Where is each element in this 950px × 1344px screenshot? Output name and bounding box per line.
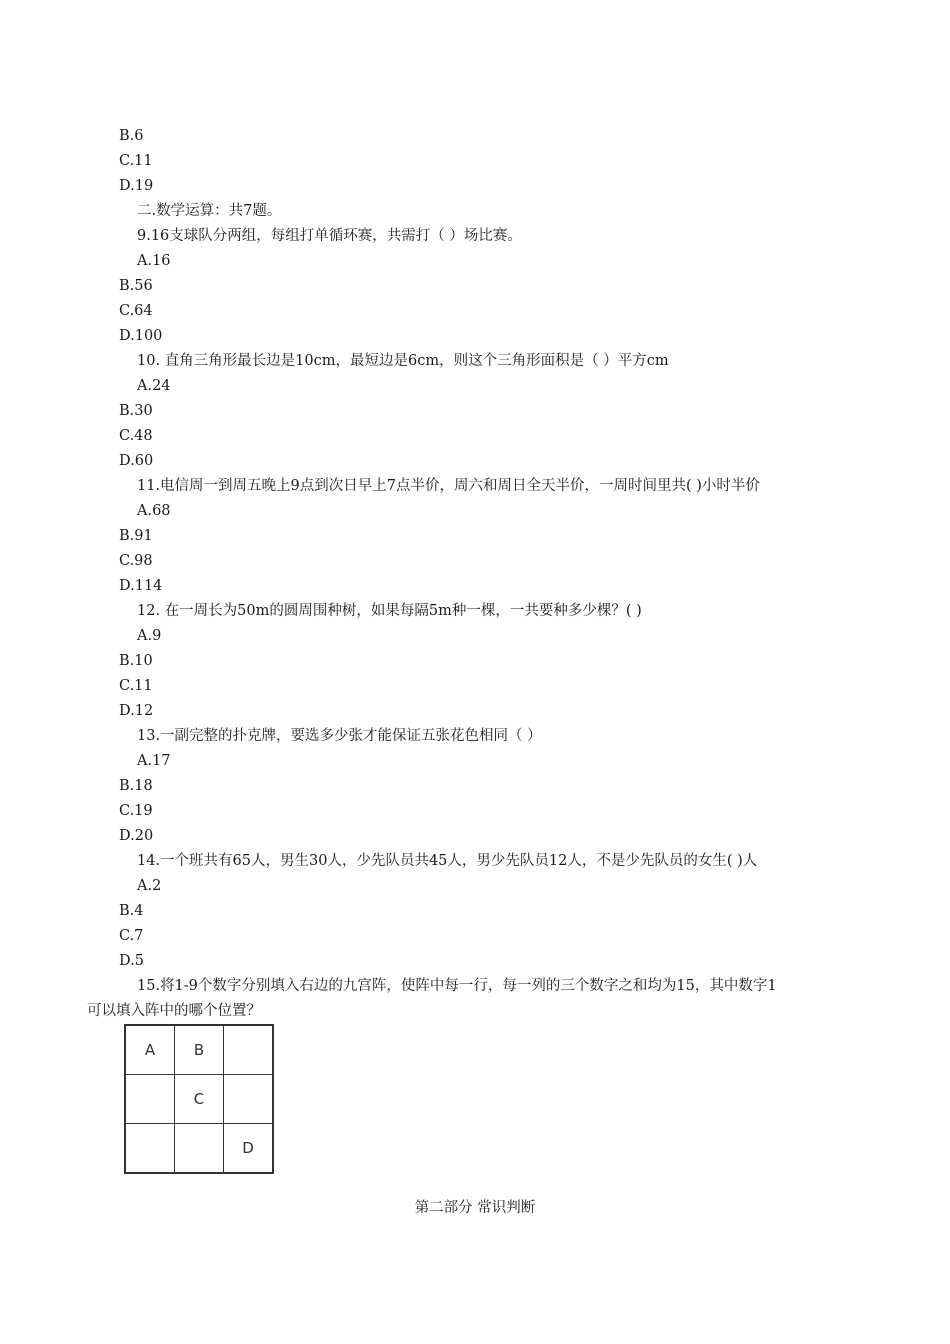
- option-d: D.20: [119, 828, 154, 844]
- section-heading: 二.数学运算：共7题。: [137, 203, 282, 219]
- question-15-stem: [0, 974, 950, 1024]
- option-d: D.12: [119, 703, 154, 719]
- question-stem: 10. 直角三角形最长边是10cm，最短边是6cm，则这个三角形面积是（ ）平方cm: [137, 353, 669, 369]
- question-15-line1: 15.将1-9个数字分别填入右边的九宫阵，使阵中每一行，每一列的三个数字之和均为15，其中数字1: [137, 978, 777, 994]
- grid-cell: C: [175, 1075, 224, 1124]
- grid-cell: B: [175, 1025, 224, 1075]
- option-b: B.4: [119, 903, 144, 919]
- option-c: C.48: [119, 428, 153, 444]
- option-c: C.64: [119, 303, 153, 319]
- option-d: D.19: [119, 178, 154, 194]
- nine-grid-figure: [124, 1024, 274, 1174]
- document-body: [0, 124, 950, 1024]
- option-c: C.11: [119, 153, 153, 169]
- option-b: B.30: [119, 403, 153, 419]
- grid-cell: D: [224, 1124, 274, 1174]
- option-b: B.91: [119, 528, 153, 544]
- option-d: D.5: [119, 953, 144, 969]
- nine-grid: [124, 1024, 274, 1174]
- option-d: D.114: [119, 578, 163, 594]
- option-a: A.9: [137, 628, 162, 644]
- option-c: C.19: [119, 803, 153, 819]
- grid-cell: [224, 1075, 274, 1124]
- option-b: B.6: [119, 128, 144, 144]
- option-a: A.16: [137, 253, 171, 269]
- part-title: 第二部分 常识判断: [414, 1200, 536, 1216]
- option-a: A.17: [137, 753, 171, 769]
- option-c: C.7: [119, 928, 144, 944]
- option-b: B.10: [119, 653, 153, 669]
- option-d: D.60: [119, 453, 154, 469]
- question-stem: 12. 在一周长为50m的圆周围种树，如果每隔5m种一棵，一共要种多少棵？( ): [137, 603, 642, 619]
- option-b: B.56: [119, 278, 153, 294]
- grid-cell: A: [125, 1025, 175, 1075]
- question-stem: 9.16支球队分两组，每组打单循环赛，共需打（ ）场比赛。: [137, 228, 522, 244]
- question-stem: 13.一副完整的扑克牌，要选多少张才能保证五张花色相同（ ）: [137, 728, 542, 744]
- option-c: C.11: [119, 678, 153, 694]
- option-a: A.2: [137, 878, 162, 894]
- question-stem: 11.电信周一到周五晚上9点到次日早上7点半价，周六和周日全天半价，一周时间里共( )小时半价: [137, 478, 760, 494]
- option-a: A.68: [137, 503, 171, 519]
- option-a: A.24: [137, 378, 171, 394]
- grid-cell: [175, 1124, 224, 1174]
- grid-cell: [125, 1075, 175, 1124]
- option-c: C.98: [119, 553, 153, 569]
- option-d: D.100: [119, 328, 163, 344]
- question-stem: 14.一个班共有65人，男生30人，少先队员共45人，男少先队员12人，不是少先队员的女生( )人: [137, 853, 758, 869]
- question-15-line2: 可以填入阵中的哪个位置？: [87, 1003, 261, 1019]
- option-b: B.18: [119, 778, 153, 794]
- grid-cell: [125, 1124, 175, 1174]
- grid-cell: [224, 1025, 274, 1075]
